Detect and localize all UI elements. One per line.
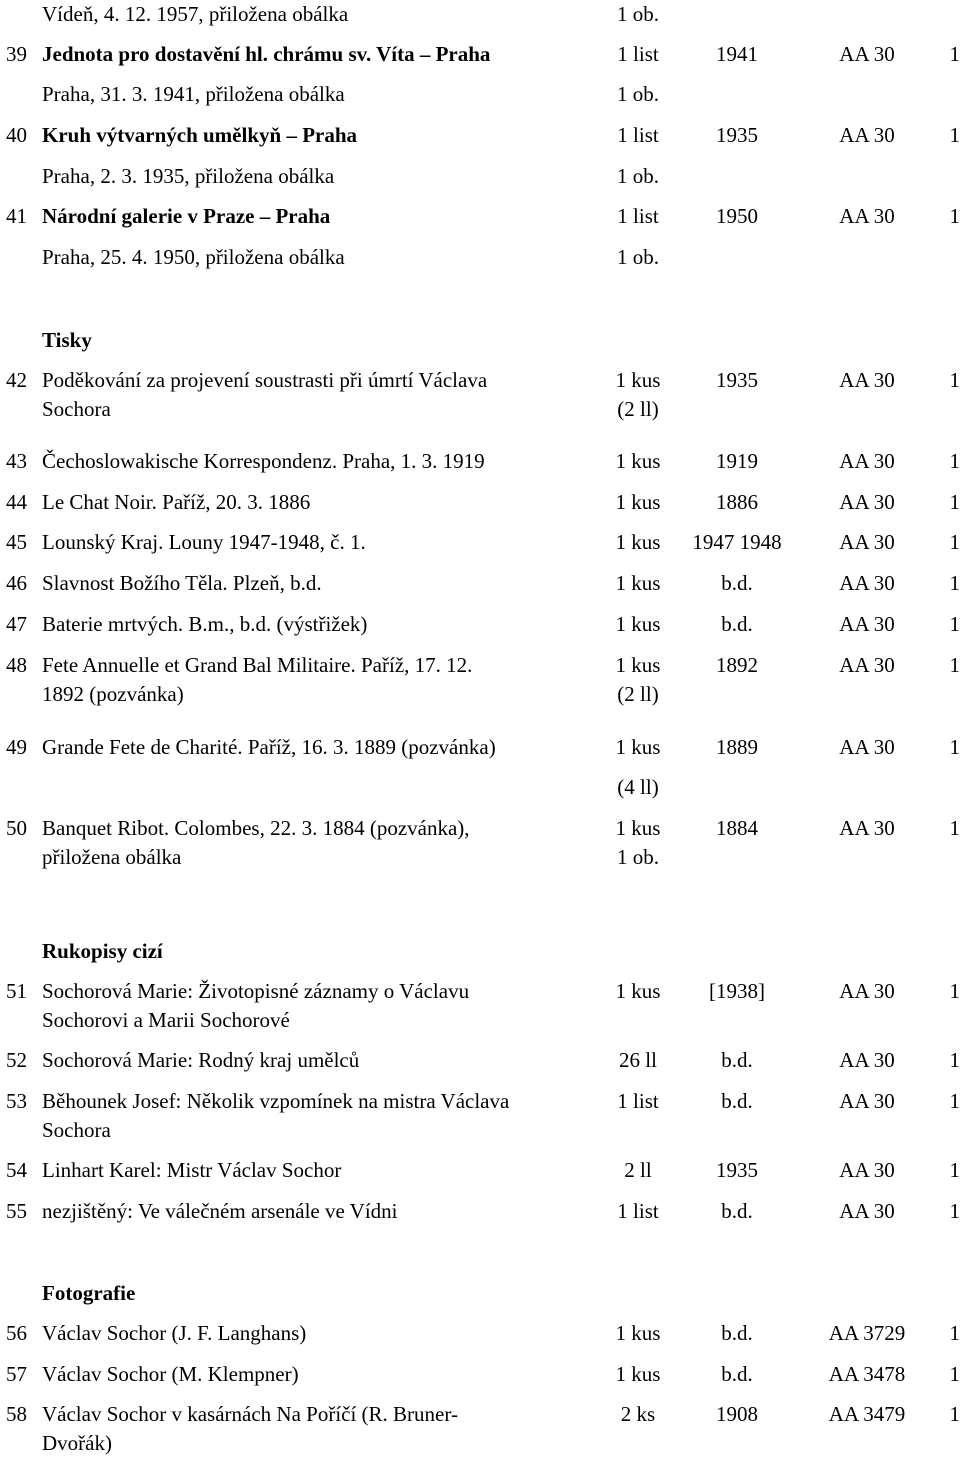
section-heading: Tisky — [42, 328, 92, 352]
section-heading: Rukopisy cizí — [42, 939, 163, 963]
item-quantity: 1 kus — [615, 571, 661, 595]
catalog-row — [0, 843, 960, 871]
catalog-row — [0, 569, 960, 597]
item-number: 56 — [6, 1321, 27, 1345]
item-description: Sochora — [42, 397, 111, 421]
item-description: nezjištěný: Ve válečném arsenále ve Vídni — [42, 1199, 398, 1223]
item-count: 1 — [949, 1402, 960, 1426]
item-year: b.d. — [721, 1321, 753, 1345]
item-description: přiložena obálka — [42, 845, 182, 869]
item-signature: AA 30 — [839, 612, 895, 636]
item-quantity: 1 list — [617, 1089, 659, 1113]
item-year: 1935 — [716, 368, 758, 392]
item-signature: AA 30 — [839, 816, 895, 840]
catalog-row — [0, 977, 960, 1005]
catalog-row — [0, 366, 960, 394]
item-year: b.d. — [721, 571, 753, 595]
item-number: 44 — [6, 490, 27, 514]
item-year: 1884 — [716, 816, 758, 840]
item-year: b.d. — [721, 1362, 753, 1386]
item-number: 58 — [6, 1402, 27, 1426]
catalog-row — [0, 395, 960, 423]
item-year: 1919 — [716, 449, 758, 473]
item-description: Sochorová Marie: Životopisné záznamy o Václavu — [42, 979, 470, 1003]
item-count: 1 — [949, 1199, 960, 1223]
item-year: 1908 — [716, 1402, 758, 1426]
item-number: 39 — [6, 42, 27, 66]
item-quantity: 1 list — [617, 1199, 659, 1223]
catalog-row — [0, 243, 960, 271]
item-number: 49 — [6, 735, 27, 759]
catalog-row — [0, 1319, 960, 1347]
item-count: 1 — [949, 612, 960, 636]
item-description: Národní galerie v Praze – Praha — [42, 204, 331, 228]
catalog-row — [0, 610, 960, 638]
catalog-row — [0, 1156, 960, 1184]
item-signature: AA 30 — [839, 1048, 895, 1072]
catalog-row — [0, 1429, 960, 1457]
catalog-row — [0, 1400, 960, 1428]
item-year: [1938] — [709, 979, 765, 1003]
item-description: Sochorovi a Marii Sochorové — [42, 1008, 290, 1032]
item-description: Poděkování za projevení soustrasti při úmrtí Václava — [42, 368, 488, 392]
item-description: Grande Fete de Charité. Paříž, 16. 3. 1889 (pozvánka) — [42, 735, 496, 759]
item-quantity: (4 ll) — [617, 775, 659, 799]
item-number: 47 — [6, 612, 27, 636]
item-number: 41 — [6, 204, 27, 228]
item-number: 48 — [6, 653, 27, 677]
item-quantity: 26 ll — [619, 1048, 657, 1072]
catalog-row — [0, 1006, 960, 1034]
catalog-row — [0, 1116, 960, 1144]
catalog-row — [0, 1360, 960, 1388]
catalog-row — [0, 0, 960, 28]
item-quantity: 1 kus — [615, 653, 661, 677]
item-count: 1 — [949, 449, 960, 473]
item-signature: AA 30 — [839, 490, 895, 514]
item-description: Praha, 31. 3. 1941, přiložena obálka — [42, 82, 345, 106]
item-quantity: 1 ob. — [617, 164, 659, 188]
catalog-row — [0, 680, 960, 708]
item-quantity: 1 kus — [615, 1362, 661, 1386]
item-signature: AA 30 — [839, 1089, 895, 1113]
catalog-row — [0, 773, 960, 801]
item-count: 1 — [949, 490, 960, 514]
item-signature: AA 30 — [839, 204, 895, 228]
item-quantity: 1 kus — [615, 530, 661, 554]
item-quantity: (2 ll) — [617, 397, 659, 421]
item-description: 1892 (pozvánka) — [42, 682, 184, 706]
item-count: 1 — [949, 571, 960, 595]
item-quantity: 1 kus — [615, 816, 661, 840]
catalog-row — [0, 1197, 960, 1225]
catalog-row — [0, 528, 960, 556]
item-signature: AA 3729 — [828, 1321, 906, 1345]
item-description: Le Chat Noir. Paříž, 20. 3. 1886 — [42, 490, 311, 514]
item-signature: AA 30 — [839, 653, 895, 677]
item-count: 1 — [949, 368, 960, 392]
item-count: 1 — [949, 1362, 960, 1386]
item-number: 53 — [6, 1089, 27, 1113]
item-number: 42 — [6, 368, 27, 392]
item-number: 55 — [6, 1199, 27, 1223]
item-number: 51 — [6, 979, 27, 1003]
catalog-row — [0, 447, 960, 475]
catalog-row — [0, 488, 960, 516]
item-year: 1892 — [716, 653, 758, 677]
catalog-row — [0, 121, 960, 149]
item-quantity: 1 kus — [615, 449, 661, 473]
catalog-row — [0, 202, 960, 230]
item-signature: AA 30 — [839, 42, 895, 66]
item-quantity: 1 kus — [615, 979, 661, 1003]
item-signature: AA 30 — [839, 1158, 895, 1182]
catalog-row — [0, 733, 960, 761]
item-year: 1941 — [716, 42, 758, 66]
item-quantity: 1 kus — [615, 1321, 661, 1345]
item-quantity: 1 ob. — [617, 2, 659, 26]
item-count: 1 — [949, 1089, 960, 1113]
catalog-row — [0, 162, 960, 190]
item-quantity: 1 kus — [615, 612, 661, 636]
item-count: 1 — [949, 653, 960, 677]
item-description: Běhounek Josef: Několik vzpomínek na mistra Václava — [42, 1089, 510, 1113]
item-number: 46 — [6, 571, 27, 595]
item-description: Linhart Karel: Mistr Václav Sochor — [42, 1158, 342, 1182]
item-signature: AA 30 — [839, 1199, 895, 1223]
item-count: 1 — [949, 42, 960, 66]
item-year: 1947 1948 — [692, 530, 782, 554]
item-year: b.d. — [721, 1089, 753, 1113]
section-heading: Fotografie — [42, 1281, 136, 1305]
item-number: 45 — [6, 530, 27, 554]
item-year: b.d. — [721, 1199, 753, 1223]
item-signature: AA 30 — [839, 123, 895, 147]
catalog-row — [0, 651, 960, 679]
catalog-row — [0, 1046, 960, 1074]
item-signature: AA 3478 — [828, 1362, 906, 1386]
item-signature: AA 30 — [839, 368, 895, 392]
item-year: b.d. — [721, 612, 753, 636]
item-description: Čechoslowakische Korrespondenz. Praha, 1. 3. 1919 — [42, 449, 485, 473]
item-signature: AA 30 — [839, 530, 895, 554]
item-count: 1 — [949, 1048, 960, 1072]
item-quantity: 2 ll — [624, 1158, 652, 1182]
item-count: 1 — [949, 816, 960, 840]
item-quantity: 1 ob. — [617, 245, 659, 269]
item-quantity: 1 list — [617, 123, 659, 147]
item-count: 1 — [949, 530, 960, 554]
item-description: Praha, 2. 3. 1935, přiložena obálka — [42, 164, 335, 188]
item-quantity: (2 ll) — [617, 682, 659, 706]
item-count: 1 — [949, 735, 960, 759]
catalog-row — [0, 40, 960, 68]
item-description: Baterie mrtvých. B.m., b.d. (výstřižek) — [42, 612, 368, 636]
item-number: 40 — [6, 123, 27, 147]
item-description: Kruh výtvarných umělkyň – Praha — [42, 123, 358, 147]
item-description: Vídeň, 4. 12. 1957, přiložena obálka — [42, 2, 349, 26]
item-quantity: 1 kus — [615, 368, 661, 392]
item-count: 1 — [949, 1158, 960, 1182]
item-signature: AA 30 — [839, 449, 895, 473]
item-description: Václav Sochor (M. Klempner) — [42, 1362, 299, 1386]
item-year: 1950 — [716, 204, 758, 228]
item-quantity: 2 ks — [620, 1402, 656, 1426]
item-quantity: 1 kus — [615, 735, 661, 759]
catalog-row — [0, 1087, 960, 1115]
item-year: 1889 — [716, 735, 758, 759]
item-number: 43 — [6, 449, 27, 473]
item-year: 1886 — [716, 490, 758, 514]
item-year: b.d. — [721, 1048, 753, 1072]
item-quantity: 1 ob. — [617, 845, 659, 869]
catalog-row — [0, 814, 960, 842]
catalog-row — [0, 80, 960, 108]
item-description: Lounský Kraj. Louny 1947-1948, č. 1. — [42, 530, 366, 554]
item-signature: AA 30 — [839, 571, 895, 595]
item-quantity: 1 kus — [615, 490, 661, 514]
item-number: 54 — [6, 1158, 27, 1182]
item-description: Václav Sochor v kasárnách Na Poříčí (R. Bruner- — [42, 1402, 458, 1426]
item-description: Banquet Ribot. Colombes, 22. 3. 1884 (pozvánka), — [42, 816, 470, 840]
item-number: 57 — [6, 1362, 27, 1386]
item-signature: AA 30 — [839, 735, 895, 759]
item-signature: AA 30 — [839, 979, 895, 1003]
item-description: Dvořák) — [42, 1431, 112, 1455]
item-quantity: 1 list — [617, 42, 659, 66]
item-quantity: 1 ob. — [617, 82, 659, 106]
item-number: 52 — [6, 1048, 27, 1072]
item-count: 1 — [949, 123, 960, 147]
item-description: Jednota pro dostavění hl. chrámu sv. Víta – Praha — [42, 42, 491, 66]
item-number: 50 — [6, 816, 27, 840]
item-description: Slavnost Božího Těla. Plzeň, b.d. — [42, 571, 322, 595]
item-count: 1 — [949, 1321, 960, 1345]
item-description: Sochora — [42, 1118, 111, 1142]
item-description: Fete Annuelle et Grand Bal Militaire. Paříž, 17. 12. — [42, 653, 473, 677]
item-description: Praha, 25. 4. 1950, přiložena obálka — [42, 245, 345, 269]
item-count: 1 — [949, 204, 960, 228]
item-quantity: 1 list — [617, 204, 659, 228]
item-description: Sochorová Marie: Rodný kraj umělců — [42, 1048, 360, 1072]
item-count: 1 — [949, 979, 960, 1003]
item-year: 1935 — [716, 1158, 758, 1182]
item-description: Václav Sochor (J. F. Langhans) — [42, 1321, 307, 1345]
item-year: 1935 — [716, 123, 758, 147]
item-signature: AA 3479 — [828, 1402, 906, 1426]
